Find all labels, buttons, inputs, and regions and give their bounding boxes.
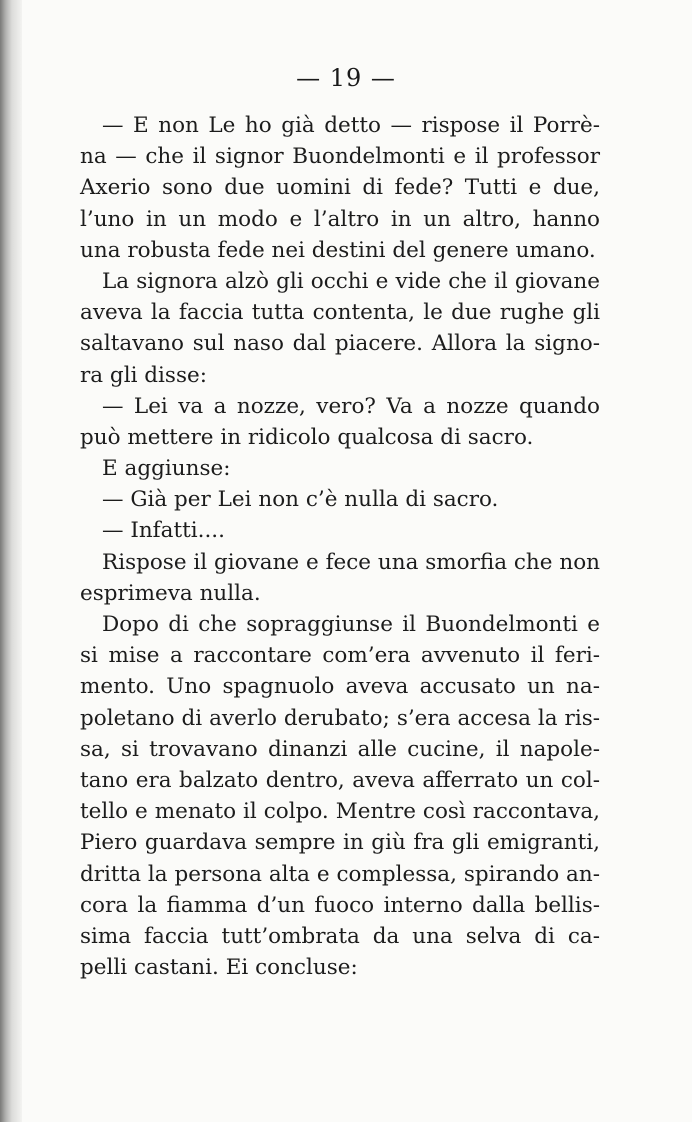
text-line: Axerio sono due uomini di fede? Tutti e due, bbox=[80, 175, 600, 201]
text-line: tello e menato il colpo. Mentre così raccontava, bbox=[80, 799, 600, 825]
text-line: una robusta fede nei destini del genere umano. bbox=[80, 237, 596, 263]
text-line: aveva la faccia tutta contenta, le due rughe gli bbox=[80, 300, 600, 326]
text-line: Piero guardava sempre in giù fra gli emigranti, bbox=[80, 830, 600, 856]
text-line: si mise a raccontare com’era avvenuto il feri- bbox=[80, 643, 600, 669]
text-line: — Infatti.... bbox=[102, 518, 225, 544]
text-line: sa, si trovavano dinanzi alle cucine, il napole- bbox=[80, 736, 600, 762]
text-line: — Lei va a nozze, vero? Va a nozze quando bbox=[102, 393, 600, 419]
text-line: na — che il signor Buondelmonti e il professor bbox=[80, 144, 600, 170]
text-line: saltavano sul naso dal piacere. Allora la signo- bbox=[80, 331, 600, 357]
text-line: mento. Uno spagnuolo aveva accusato un na- bbox=[80, 674, 600, 700]
text-line: Rispose il giovane e fece una smorfia che non bbox=[102, 549, 600, 575]
text-line: — Già per Lei non c’è nulla di sacro. bbox=[102, 487, 499, 513]
text-line: dritta la persona alta e complessa, spirando an- bbox=[80, 861, 600, 887]
page-binding-shadow bbox=[0, 0, 22, 1122]
text-line: E aggiunse: bbox=[102, 456, 231, 482]
text-line: Dopo di che sopraggiunse il Buondelmonti e bbox=[102, 612, 600, 637]
text-line: pelli castani. Ei concluse: bbox=[80, 955, 358, 981]
text-line: l’uno in un modo e l’altro in un altro, hanno bbox=[80, 206, 600, 232]
text-line: sima faccia tutt’ombrata da una selva di ca- bbox=[80, 923, 600, 949]
text-line: ra gli disse: bbox=[80, 362, 207, 388]
page-number: — 19 — bbox=[296, 64, 396, 92]
text-line: esprimeva nulla. bbox=[80, 580, 261, 606]
text-line: La signora alzò gli occhi e vide che il giovane bbox=[102, 268, 600, 294]
text-line: tano era balzato dentro, aveva afferrato un col- bbox=[80, 767, 600, 793]
text-line: — E non Le ho già detto — rispose il Porrè- bbox=[102, 113, 600, 138]
text-line: poletano di averlo derubato; s’era accesa la ris- bbox=[80, 705, 600, 731]
page-body-text bbox=[80, 110, 600, 983]
text-line: cora la fiamma d’un fuoco interno dalla bellis- bbox=[80, 892, 600, 918]
text-line: può mettere in ridicolo qualcosa di sacro. bbox=[80, 424, 534, 450]
